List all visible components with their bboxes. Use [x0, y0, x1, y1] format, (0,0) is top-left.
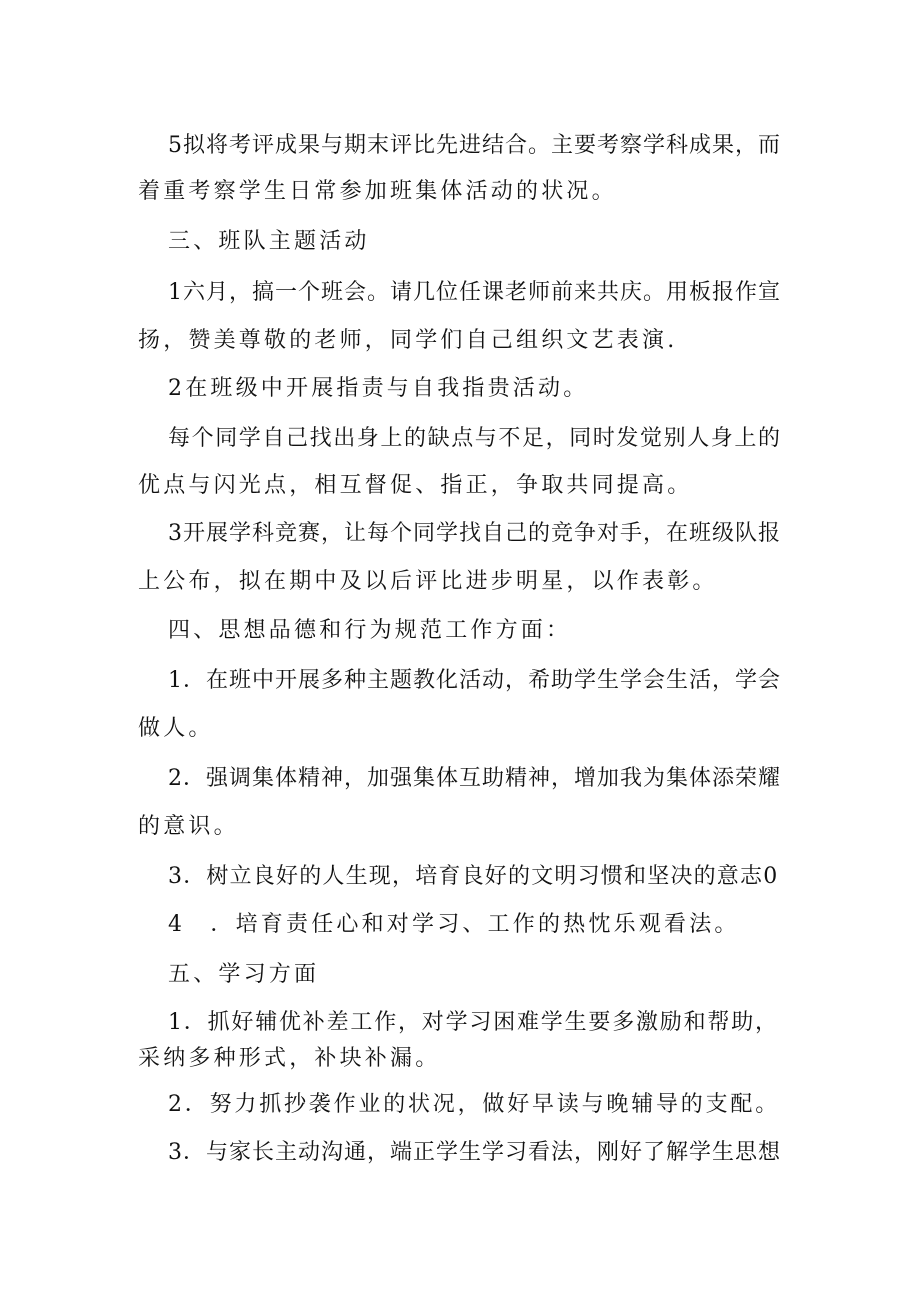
section-4-item-1-line-2: 做人。 — [138, 716, 214, 741]
item-3-line-2: 上公布，拟在期中及以后评比进步明星，以作表彰。 — [138, 569, 718, 594]
item-1-line-1: 1六月，搞一个班会。请几位任课老师前来共庆。用板报作宣 — [168, 280, 781, 305]
section-5-item-1-line-1: 1．抓好辅优补差工作，对学习困难学生要多激励和帮助， — [168, 1010, 779, 1035]
section-5-item-3: 3．与家长主动沟通，端正学生学习看法，刚好了解学生思想 — [168, 1140, 781, 1165]
section-4-item-4: 4 ．培育责任心和对学习、工作的热忱乐观看法。 — [168, 912, 740, 937]
section-4-item-2-line-2: 的意识。 — [138, 814, 239, 839]
section-4-item-3: 3．树立良好的人生现，培育良好的文明习惯和坚决的意志0 — [168, 864, 779, 889]
section-5-item-1-line-2: 采纳多种形式，补块补漏。 — [138, 1046, 441, 1071]
item-3-line-1: 3开展学科竞赛，让每个同学找自己的竞争对手，在班级队报 — [168, 521, 781, 546]
paragraph-5-line-1: 5拟将考评成果与期末评比先进结合。主要考察学科成果，而 — [168, 133, 781, 158]
section-5-item-2: 2．努力抓抄袭作业的状况，做好早读与晚辅导的支配。 — [168, 1092, 780, 1117]
paragraph-line-1: 每个同学自己找出身上的缺点与不足，同时发觉别人身上的 — [168, 426, 782, 451]
section-4-item-1-line-1: 1．在班中开展多种主题教化活动，希助学生学会生活，学会 — [168, 668, 781, 693]
paragraph-line-2: 优点与闪光点，相互督促、指正，争取共同提高。 — [138, 473, 693, 498]
paragraph-5-line-2: 着重考察学生日常参加班集体活动的状况。 — [138, 179, 617, 204]
section-heading-4: 四、思想品德和行为规范工作方面： — [168, 618, 572, 643]
section-heading-3: 三、班队主题活动 — [168, 229, 370, 254]
item-2: 2在班级中开展指责与自我指贵活动。 — [168, 376, 589, 401]
section-heading-5: 五、学习方面 — [168, 962, 320, 987]
item-1-line-2: 扬，赞美尊敬的老师，同学们自己组织文艺表演. — [138, 328, 678, 353]
section-4-item-2-line-1: 2．强调集体精神，加强集体互助精神，增加我为集体添荣耀 — [168, 766, 781, 791]
